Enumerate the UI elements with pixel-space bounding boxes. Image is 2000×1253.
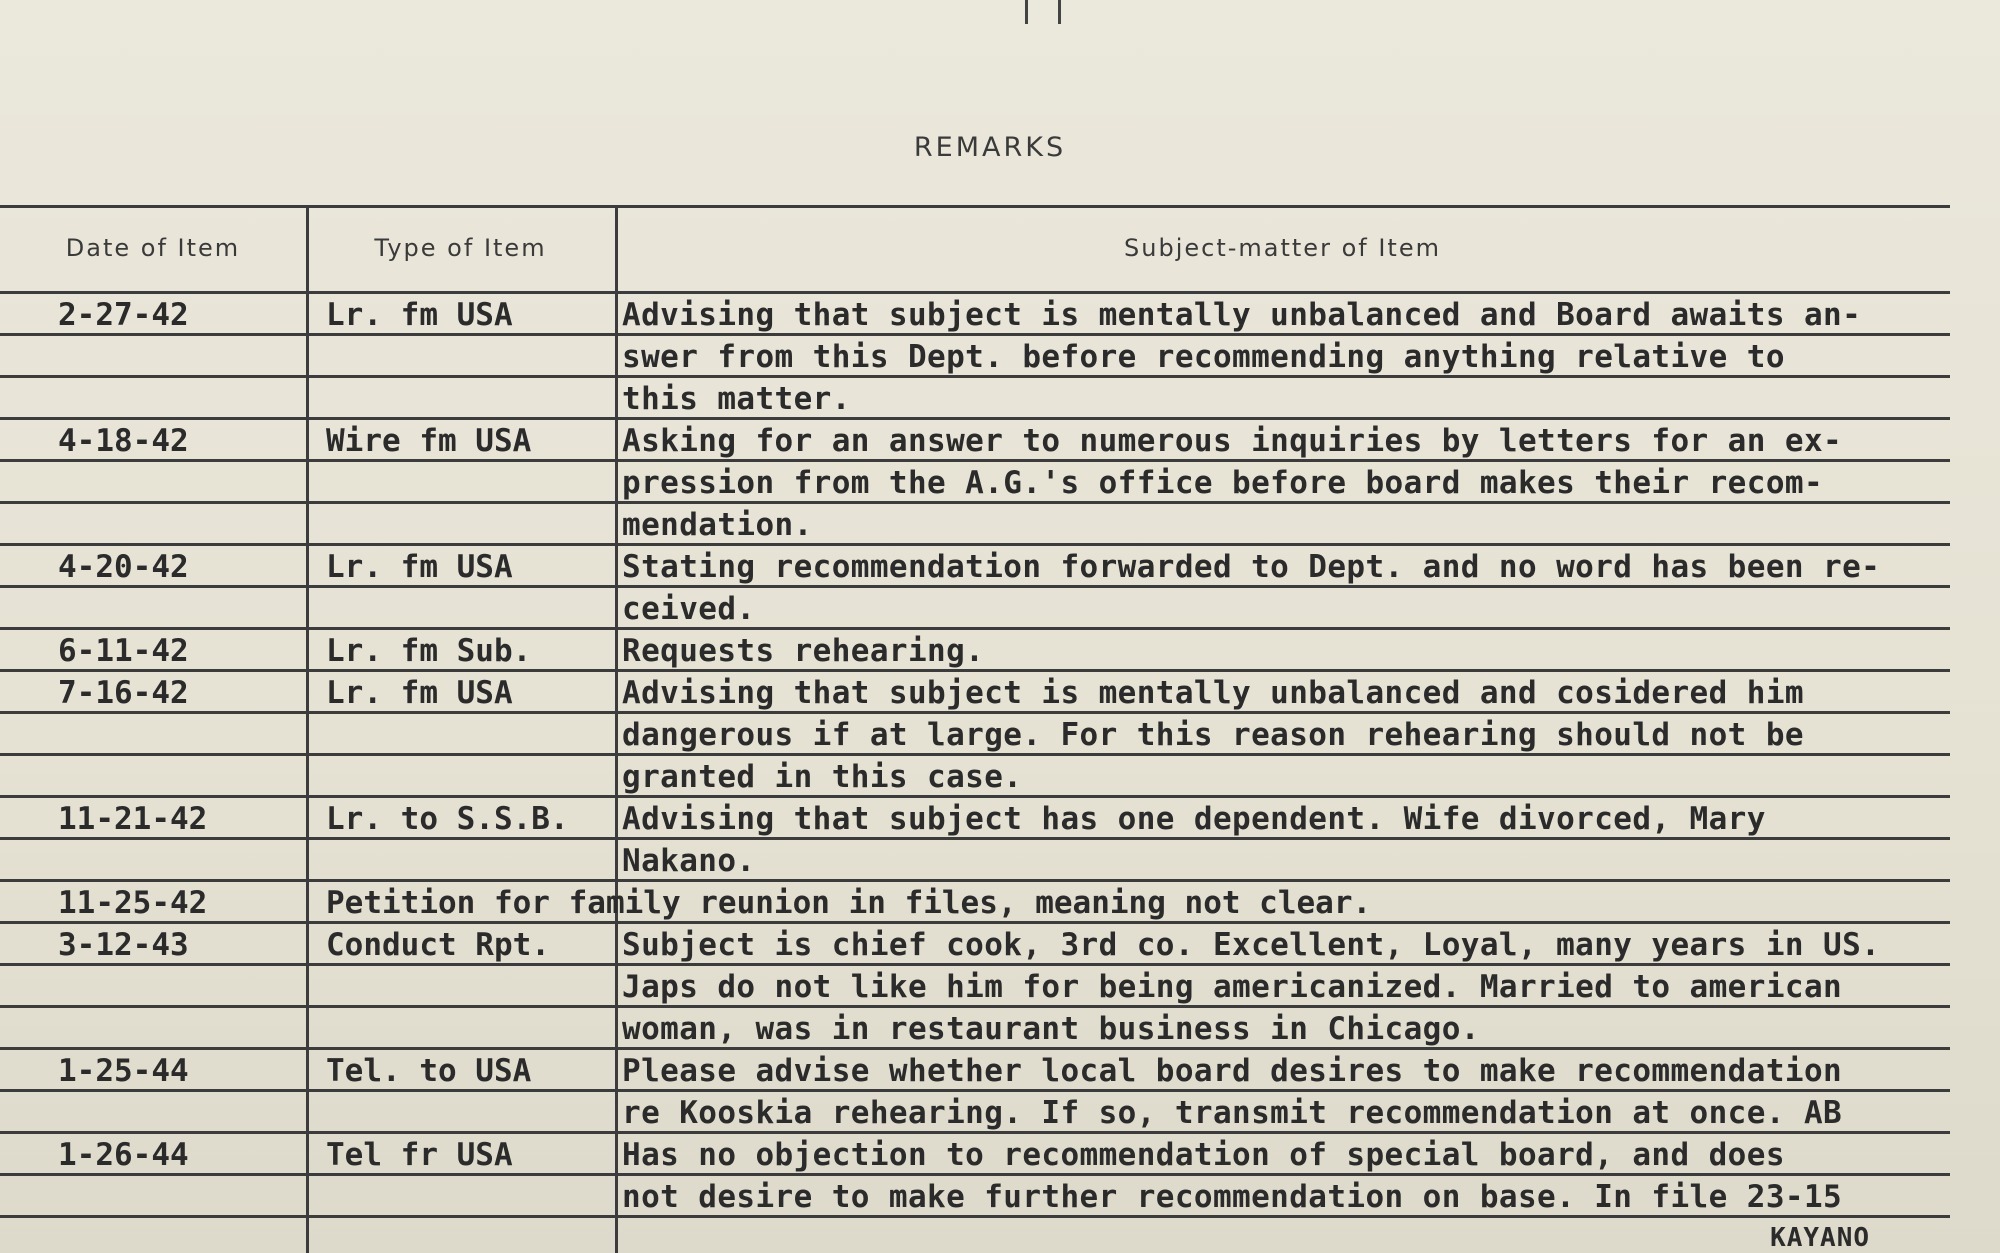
item-subject-line: this matter. [622,381,851,417]
item-subject-line: Advising that subject has one dependent. Wife divorced, Mary [622,801,1766,837]
item-subject-line: granted in this case. [622,759,1023,795]
item-subject-line: woman, was in restaurant business in Chicago. [622,1011,1480,1047]
column-header-type: Type of Item [374,234,547,262]
column-header-subject: Subject-matter of Item [1124,234,1441,262]
item-subject-line: pression from the A.G.'s office before board makes their recom- [622,465,1824,501]
item-subject-line: ceived. [622,591,756,627]
item-subject-line: Requests rehearing. [622,633,985,669]
item-date: 11-21-42 [58,801,208,837]
item-subject-line: Stating recommendation forwarded to Dept. and no word has been re- [622,549,1881,585]
item-date: 3-12-43 [58,927,189,963]
item-subject-line: Please advise whether local board desires to make recommendation [622,1053,1843,1089]
item-date: 4-18-42 [58,423,189,459]
item-subject-line: re Kooskia rehearing. If so, transmit recommendation at once. AB [622,1095,1843,1131]
item-type: Lr. fm Sub. [326,633,532,669]
item-date: 1-26-44 [58,1137,189,1173]
item-spanning-text: Petition for family reunion in files, meaning not clear. [326,885,1372,921]
table-row [0,420,1950,546]
table-row [0,294,1950,420]
column-header-date: Date of Item [65,234,241,262]
table-row [0,630,1950,672]
item-type: Tel. to USA [326,1053,532,1089]
item-type: Lr. fm USA [326,675,513,711]
remarks-table [0,205,1950,1253]
item-type: Tel fr USA [326,1137,513,1173]
table-row [0,1134,1950,1218]
table-row [0,798,1950,882]
item-date: 11-25-42 [58,885,208,921]
item-type: Lr. fm USA [326,297,513,333]
table-row [0,546,1950,630]
table-row [0,924,1950,1050]
item-subject-line: dangerous if at large. For this reason rehearing should not be [622,717,1804,753]
item-type: Lr. to S.S.B. [326,801,569,837]
item-date: 4-20-42 [58,549,189,585]
item-subject-line: swer from this Dept. before recommending anything relative to [622,339,1785,375]
table-row [0,882,1950,924]
top-tick-mark [1058,0,1061,24]
item-date: 6-11-42 [58,633,189,669]
page-title: REMARKS [913,132,1067,163]
item-type: Conduct Rpt. [326,927,550,963]
item-subject-line: Asking for an answer to numerous inquiries by letters for an ex- [622,423,1843,459]
item-subject-line: mendation. [622,507,813,543]
table-row [0,672,1950,798]
item-subject-line: Subject is chief cook, 3rd co. Excellent, Loyal, many years in US. [622,927,1881,963]
item-date: 2-27-42 [58,297,189,333]
top-tick-mark [1025,0,1028,24]
item-subject-line: Japs do not like him for being americanized. Married to american [622,969,1843,1005]
item-type: Wire fm USA [326,423,532,459]
item-subject-line: Advising that subject is mentally unbalanced and Board awaits an- [622,297,1862,333]
item-date: 7-16-42 [58,675,189,711]
footer-name: KAYANO [1770,1223,1870,1253]
table-row [0,1050,1950,1134]
item-date: 1-25-44 [58,1053,189,1089]
item-subject-line: Nakano. [622,843,756,879]
item-subject-line: Advising that subject is mentally unbalanced and cosidered him [622,675,1804,711]
item-subject-line: not desire to make further recommendation on base. In file 23-15 [622,1179,1843,1215]
item-type: Lr. fm USA [326,549,513,585]
item-subject-line: Has no objection to recommendation of special board, and does [622,1137,1785,1173]
table-body [0,294,1950,1218]
